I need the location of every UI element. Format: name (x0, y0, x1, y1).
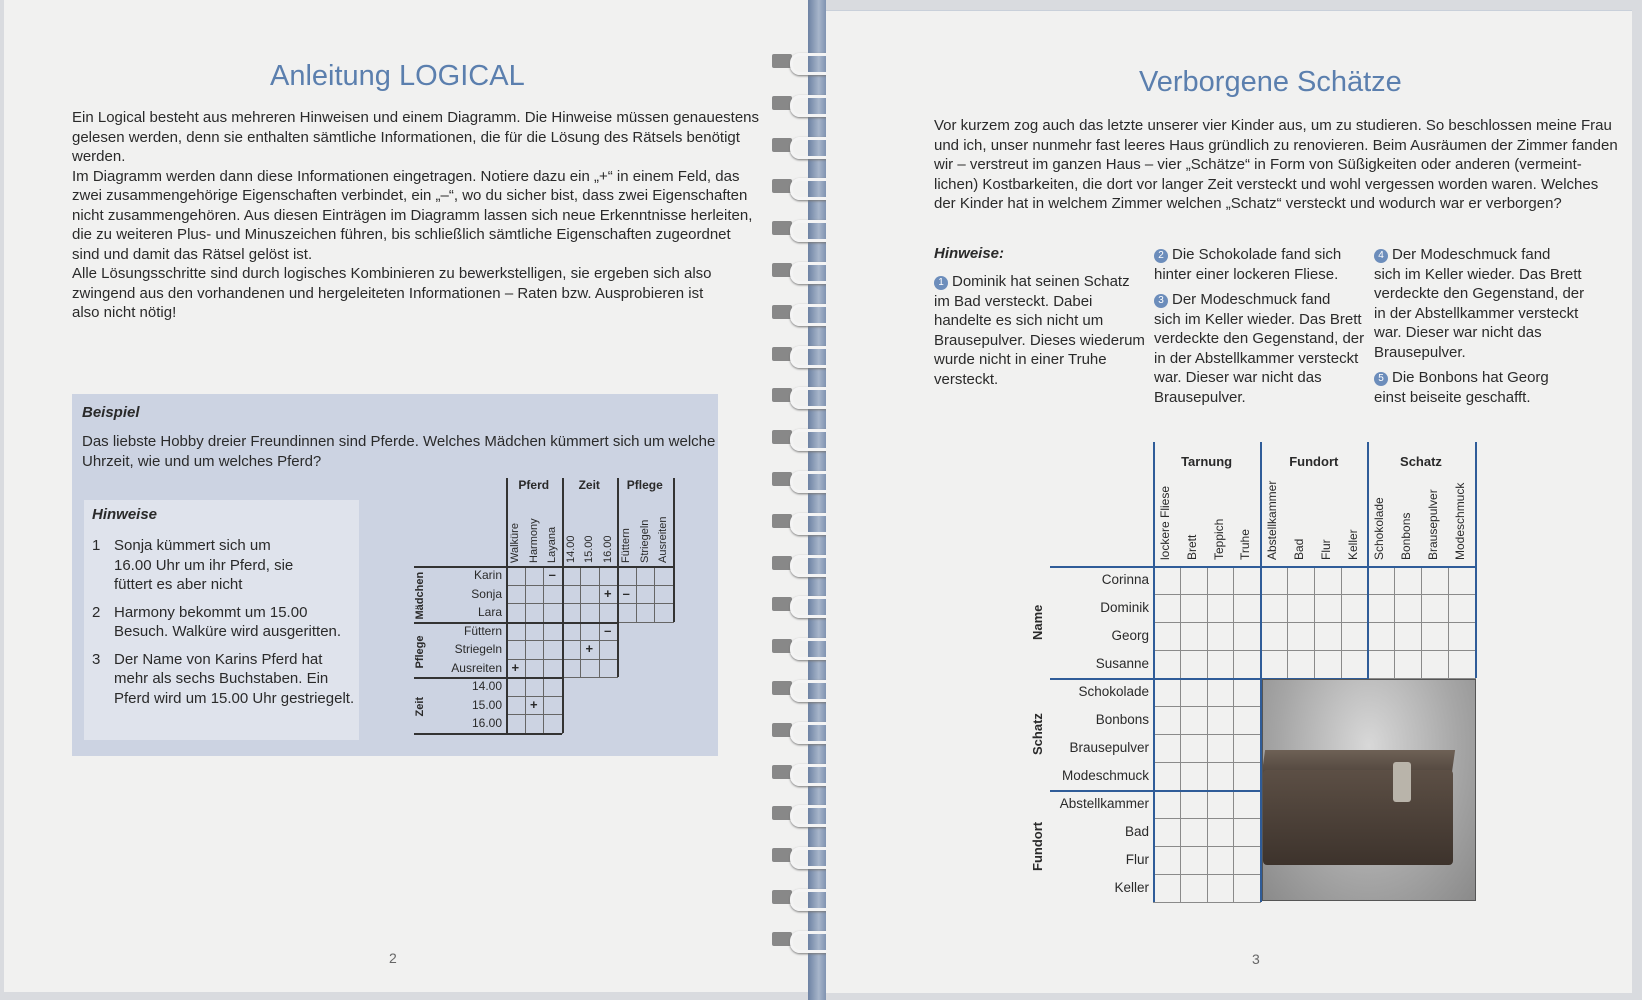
grid-cell (1153, 650, 1181, 679)
grid-mark: + (603, 585, 612, 601)
grid-cell (506, 566, 526, 586)
grid-cell (1260, 594, 1288, 623)
grid-row-group: Fundort (1030, 821, 1045, 871)
grid-col-group: Schatz (1400, 454, 1442, 469)
grid-cell (1207, 874, 1235, 903)
hint-line: war. Dieser war nicht das (1154, 369, 1322, 386)
grid-col-label: Schokolade (1372, 497, 1387, 560)
example-hint-line: Der Name von Karins Pferd hat (114, 650, 323, 668)
grid-row-label: Striegeln (454, 642, 502, 656)
grid-cell (1260, 650, 1288, 679)
grid-cell (1421, 594, 1449, 623)
chest-clasp-icon (1393, 762, 1411, 802)
coil-hole (772, 96, 792, 110)
intro-line: zwingend aus den vorhandenen und hergeleiteten Informationen – Raten bzw. Ausprobieren ist (72, 284, 704, 302)
grid-cell (1314, 594, 1342, 623)
coil-hole (772, 221, 792, 235)
intro-line: werden. (72, 148, 126, 165)
grid-col-group: Pferd (518, 478, 550, 492)
grid-cell (1367, 566, 1395, 595)
grid-cell (1153, 762, 1181, 791)
grid-row-label: 16.00 (471, 716, 502, 730)
grid-row-label: Sonja (471, 586, 502, 601)
grid-cell (1233, 762, 1261, 791)
hint-line: 2 Die Schokolade fand sich (1154, 245, 1341, 265)
grid-row-group: Mädchen (414, 571, 426, 620)
grid-cell (1153, 706, 1181, 735)
grid-cell (1180, 734, 1208, 763)
hint-line: verdeckte den Gegenstand, der (1374, 285, 1585, 302)
grid-cell (1287, 594, 1315, 623)
grid-cell (580, 566, 600, 586)
coil-hole (772, 179, 792, 193)
grid-frame (617, 478, 619, 677)
grid-row-group: Pflege (414, 634, 426, 668)
coil-hole (772, 514, 792, 528)
grid-col-label: Striegeln (638, 519, 651, 563)
grid-cell (1448, 566, 1476, 595)
page-number-left: 2 (389, 950, 397, 966)
grid-cell (1207, 818, 1235, 847)
intro-line: Im Diagramm werden dann diese Informationen eingetragen. Notiere dazu ein „+“ in einem Feld, das (72, 167, 740, 185)
grid-cell (617, 566, 637, 586)
coil-hole (772, 848, 792, 862)
grid-cell (1153, 846, 1181, 875)
grid-cell (1448, 594, 1476, 623)
grid-cell (1180, 846, 1208, 875)
grid-cell (1180, 622, 1208, 651)
grid-row-label: Georg (1111, 628, 1149, 643)
hint-line: hinter einer lockeren Fliese. (1154, 265, 1339, 283)
grid-cell (543, 640, 563, 660)
grid-col-group: Fundort (1289, 454, 1339, 469)
example-question-line: Das liebste Hobby dreier Freundinnen sind Pferde. Welches Mädchen kümmert sich um welche (82, 433, 716, 450)
example-hint-line: mehr als sechs Buchstaben. Ein (114, 670, 329, 687)
hint-line: verdeckte den Gegenstand, der (1154, 330, 1365, 347)
hint-line: 5 Die Bonbons hat Georg (1374, 368, 1549, 388)
hint-line: Brausepulver. Dieses wiederum (934, 331, 1145, 349)
hint-line: im Bad versteckt. Dabei (934, 292, 1093, 310)
grid-cell (617, 603, 637, 623)
grid-col-label: Bad (1292, 538, 1306, 560)
grid-frame (414, 733, 562, 735)
grid-cell (654, 585, 674, 605)
hint-line: 3 Der Modeschmuck fand (1154, 290, 1330, 310)
grid-row-label: Ausreiten (451, 660, 502, 675)
example-hint-line: Besuch. Walküre wird ausgeritten. (114, 623, 342, 640)
grid-cell (1153, 734, 1181, 763)
coil-hole (772, 932, 792, 946)
coil-hole (772, 556, 792, 570)
hint-line: versteckt. (934, 370, 999, 388)
grid-cell (506, 677, 526, 697)
hint-line: sich im Keller wieder. Das Brett (1374, 265, 1582, 283)
grid-cell (1233, 706, 1261, 735)
grid-cell (543, 603, 563, 623)
grid-cell (543, 696, 563, 716)
example-hints-box (84, 500, 359, 740)
grid-cell (599, 566, 619, 586)
intro-line: und ich, unser nunmehr fast leeres Haus gründlich zu renovieren. Beim Ausräumen der Zimmer fanden (934, 136, 1618, 154)
grid-mark: – (548, 567, 556, 582)
grid-cell (1207, 846, 1235, 875)
grid-mark: + (529, 696, 538, 712)
intro-line: gelesen werden, denn sie enthalten sämtliche Informationen, die für die Lösung des Rätsels benötigt (72, 128, 740, 146)
grid-col-label: 16.00 (601, 535, 614, 563)
grid-cell (1180, 874, 1208, 903)
page-title-left: Anleitung LOGICAL (270, 60, 525, 92)
coil-hole (772, 430, 792, 444)
grid-cell (1260, 622, 1288, 651)
grid-cell (1233, 650, 1261, 679)
grid-cell (1207, 650, 1235, 679)
coil-hole (772, 639, 792, 653)
grid-cell (599, 640, 619, 660)
intro-line: also nicht nötig! (72, 304, 177, 321)
grid-cell (1314, 622, 1342, 651)
grid-frame (1475, 442, 1477, 678)
grid-cell (636, 566, 656, 586)
grid-cell (525, 714, 545, 734)
grid-frame (1050, 790, 1260, 792)
page-number-right: 3 (1252, 951, 1260, 967)
intro-line: Alle Lösungsschritte sind durch logisches Kombinieren zu bewerkstelligen, sie ergeben sich also (72, 265, 712, 282)
grid-frame (673, 478, 675, 622)
grid-frame (414, 677, 562, 679)
intro-line: nicht zusammengehören. Aus diesen Einträgen im Diagramm lassen sich neue Erkenntnisse herleiten, (72, 206, 753, 224)
grid-cell (580, 622, 600, 642)
coil-hole (772, 54, 792, 68)
hint-line: 1 Dominik hat seinen Schatz (934, 272, 1130, 292)
grid-col-label: Abstellkammer (1265, 480, 1280, 560)
grid-frame (1153, 442, 1155, 902)
grid-col-label: Brett (1184, 534, 1199, 560)
grid-row-label: Füttern (463, 623, 502, 638)
example-hints-heading: Hinweise (92, 506, 158, 523)
grid-cell (1153, 566, 1181, 595)
grid-cell (1207, 594, 1235, 623)
grid-cell (1180, 594, 1208, 623)
hint-line: sich im Keller wieder. Das Brett (1154, 310, 1362, 328)
grid-cell (1233, 622, 1261, 651)
grid-cell (543, 622, 563, 642)
grid-cell (543, 659, 563, 679)
grid-col-label: Harmony (527, 518, 540, 563)
grid-cell (1180, 650, 1208, 679)
intro-line: zwei zusammengehörige Eigenschaften verbindet, ein „–“, wo du sicher bist, dass zwei Eigenschaften (72, 187, 748, 204)
grid-frame (1050, 566, 1475, 568)
grid-mark: – (604, 622, 612, 638)
grid-cell (1180, 706, 1208, 735)
grid-frame (414, 622, 617, 624)
grid-cell (1341, 594, 1369, 623)
grid-col-label: Truhe (1238, 529, 1253, 560)
grid-cell (1233, 566, 1261, 595)
left-page (4, 0, 808, 992)
grid-cell (1421, 622, 1449, 651)
hint-line: Brausepulver. (1374, 343, 1466, 361)
grid-cell (1153, 622, 1181, 651)
grid-cell (1421, 566, 1449, 595)
grid-cell (1367, 594, 1395, 623)
grid-row-label: 14.00 (471, 679, 502, 693)
grid-cell (1260, 566, 1288, 595)
grid-mark: + (585, 641, 594, 656)
example-hint-number: 2 (92, 603, 101, 621)
example-heading: Beispiel (82, 404, 140, 421)
grid-cell (1233, 874, 1261, 903)
grid-cell (1341, 650, 1369, 679)
grid-cell (1153, 678, 1181, 707)
grid-row-label: Brausepulver (1069, 740, 1149, 755)
grid-col-label: 14.00 (564, 535, 577, 563)
coil-hole (772, 806, 792, 820)
hint-line: wurde nicht in einer Truhe (934, 351, 1107, 368)
grid-cell (1394, 622, 1422, 651)
grid-cell (525, 603, 545, 623)
hint-line: Brausepulver. (1154, 388, 1246, 406)
grid-col-group: Tarnung (1181, 454, 1233, 469)
hint-number-icon: 5 (1374, 372, 1388, 386)
grid-cell (1341, 566, 1369, 595)
grid-col-group: Pflege (626, 478, 663, 492)
grid-col-label: Teppich (1211, 518, 1226, 560)
grid-cell (525, 566, 545, 586)
grid-cell (525, 677, 545, 697)
grid-cell (543, 585, 563, 605)
coil-hole (772, 138, 792, 152)
hint-number-icon: 1 (934, 276, 948, 290)
intro-line: der Kinder hat in welchem Zimmer welchen „Schatz“ versteckt und wodurch war er verborgen? (934, 195, 1562, 212)
grid-cell (1448, 650, 1476, 679)
grid-cell (580, 585, 600, 605)
grid-cell (525, 585, 545, 605)
intro-line: wir – verstreut im ganzen Haus – vier „Schätze“ in Form von Süßigkeiten oder anderen (vermeint- (934, 156, 1582, 173)
coil-hole (772, 681, 792, 695)
grid-cell (580, 659, 600, 679)
example-hint-number: 3 (92, 650, 101, 668)
grid-cell (599, 603, 619, 623)
page-title-right: Verborgene Schätze (1139, 66, 1402, 98)
grid-cell (562, 622, 582, 642)
grid-cell (1367, 650, 1395, 679)
grid-cell (1233, 678, 1261, 707)
grid-cell (654, 566, 674, 586)
grid-col-label: Walküre (509, 523, 521, 563)
grid-col-label: Ausreiten (657, 516, 669, 563)
hint-line: in der Abstellkammer versteckt (1374, 304, 1579, 322)
grid-cell (1421, 650, 1449, 679)
treasure-chest-photo (1262, 679, 1476, 901)
grid-row-label: 15.00 (471, 697, 502, 712)
grid-cell (1207, 566, 1235, 595)
example-question-line: Uhrzeit, wie und um welches Pferd? (82, 452, 322, 470)
example-hint-line: 16.00 Uhr um ihr Pferd, sie (114, 556, 294, 574)
grid-row-label: Lara (477, 605, 502, 619)
grid-col-label: Layana (546, 526, 558, 563)
grid-row-label: Susanne (1095, 656, 1149, 671)
grid-cell (1153, 818, 1181, 847)
grid-cell (599, 659, 619, 679)
grid-row-label: Keller (1114, 880, 1149, 895)
grid-cell (506, 622, 526, 642)
intro-line: Vor kurzem zog auch das letzte unserer vier Kinder aus, um zu studieren. So beschlossen meine Frau (934, 117, 1612, 134)
grid-cell (562, 585, 582, 605)
example-hint-line: füttert es aber nicht (114, 576, 243, 593)
grid-cell (1207, 734, 1235, 763)
grid-row-label: Modeschmuck (1061, 768, 1149, 783)
grid-cell (525, 622, 545, 642)
grid-cell (1207, 678, 1235, 707)
example-hint-line: Harmony bekommt um 15.00 (114, 603, 308, 621)
grid-cell (562, 640, 582, 660)
grid-row-label: Abstellkammer (1059, 796, 1149, 811)
grid-cell (543, 714, 563, 734)
grid-row-label: Karin (473, 568, 502, 582)
hints-heading: Hinweise: (934, 245, 1005, 262)
grid-row-label: Bonbons (1095, 712, 1149, 727)
grid-cell (506, 585, 526, 605)
coil-hole (772, 263, 792, 277)
coil-hole (772, 765, 792, 779)
grid-col-label: Modeschmuck (1452, 482, 1467, 560)
grid-cell (1287, 650, 1315, 679)
coil-hole (772, 890, 792, 904)
grid-cell (1207, 790, 1235, 819)
grid-cell (1180, 566, 1208, 595)
grid-cell (506, 603, 526, 623)
intro-line: Ein Logical besteht aus mehreren Hinweisen und einem Diagramm. Die Hinweise müssen genauestens (72, 109, 760, 126)
coil-hole (772, 597, 792, 611)
hint-line: handelte es sich nicht um (934, 312, 1104, 329)
coil-hole (772, 723, 792, 737)
grid-row-label: Bad (1124, 824, 1149, 839)
grid-row-label: Dominik (1100, 600, 1149, 615)
chest-body (1263, 770, 1453, 865)
grid-cell (1233, 846, 1261, 875)
grid-row-group: Name (1030, 604, 1045, 640)
grid-cell (1341, 622, 1369, 651)
grid-row-label: Schokolade (1078, 684, 1149, 699)
grid-col-label: Brausepulver (1426, 489, 1440, 560)
grid-cell (1180, 818, 1208, 847)
grid-mark: – (622, 585, 630, 601)
grid-cell (1233, 790, 1261, 819)
grid-cell (1153, 874, 1181, 903)
grid-cell (1394, 594, 1422, 623)
grid-col-label: Keller (1345, 529, 1360, 560)
hint-number-icon: 3 (1154, 294, 1168, 308)
hint-line: war. Dieser war nicht das (1374, 324, 1542, 341)
hint-line: einst beiseite geschafft. (1374, 388, 1531, 406)
grid-cell (1233, 734, 1261, 763)
coil-hole (772, 472, 792, 486)
hint-number-icon: 4 (1374, 249, 1388, 263)
grid-col-label: 15.00 (583, 535, 595, 563)
grid-cell (654, 603, 674, 623)
grid-cell (1180, 762, 1208, 791)
grid-cell (506, 696, 526, 716)
grid-cell (562, 659, 582, 679)
grid-col-group: Zeit (578, 478, 600, 492)
grid-cell (1367, 622, 1395, 651)
grid-cell (525, 640, 545, 660)
grid-cell (1394, 650, 1422, 679)
grid-cell (1287, 622, 1315, 651)
grid-frame (506, 478, 508, 733)
grid-row-label: Corinna (1101, 572, 1149, 587)
coil-hole (772, 388, 792, 402)
coil-hole (772, 305, 792, 319)
grid-frame (562, 478, 564, 733)
example-hint-line: Pferd wird um 15.00 Uhr gestriegelt. (114, 689, 355, 707)
grid-cell (506, 640, 526, 660)
grid-cell (1314, 650, 1342, 679)
grid-cell (1207, 762, 1235, 791)
grid-cell (580, 603, 600, 623)
grid-col-label: Bonbons (1399, 512, 1414, 560)
grid-cell (1394, 566, 1422, 595)
grid-cell (1153, 594, 1181, 623)
grid-cell (1180, 678, 1208, 707)
grid-cell (636, 585, 656, 605)
intro-line: sind und damit das Rätsel gelöst ist. (72, 245, 313, 263)
intro-line: lichen) Kostbarkeiten, die dort vor langer Zeit versteckt und wohl vergessen worden waren. Welches (934, 175, 1599, 193)
grid-cell (1207, 622, 1235, 651)
grid-cell (636, 603, 656, 623)
grid-row-group: Schatz (1030, 713, 1045, 755)
grid-cell (562, 603, 582, 623)
hint-line: in der Abstellkammer versteckt (1154, 349, 1359, 367)
grid-cell (1153, 790, 1181, 819)
grid-cell (506, 714, 526, 734)
example-hint-line: Sonja kümmert sich um (114, 537, 271, 554)
grid-col-label: lockere Fliese (1158, 485, 1172, 560)
grid-cell (543, 677, 563, 697)
grid-cell (1448, 622, 1476, 651)
grid-col-label: Flur (1318, 539, 1333, 560)
grid-col-label: Füttern (620, 528, 632, 563)
grid-row-group: Zeit (414, 696, 426, 717)
grid-cell (1233, 594, 1261, 623)
grid-cell (525, 659, 545, 679)
grid-cell (1314, 566, 1342, 595)
grid-cell (1207, 706, 1235, 735)
grid-row-label: Flur (1125, 852, 1149, 867)
hint-line: 4 Der Modeschmuck fand (1374, 245, 1550, 265)
grid-cell (562, 566, 582, 586)
grid-mark: + (511, 659, 520, 675)
grid-cell (1233, 818, 1261, 847)
grid-cell (1287, 566, 1315, 595)
coil-hole (772, 347, 792, 361)
intro-line: die zu weiteren Plus- und Minuszeichen führen, bis schließlich sämtliche Eigenschaften zugeordnet (72, 226, 731, 243)
grid-cell (1180, 790, 1208, 819)
example-hint-number: 1 (92, 537, 101, 554)
hint-number-icon: 2 (1154, 249, 1168, 263)
